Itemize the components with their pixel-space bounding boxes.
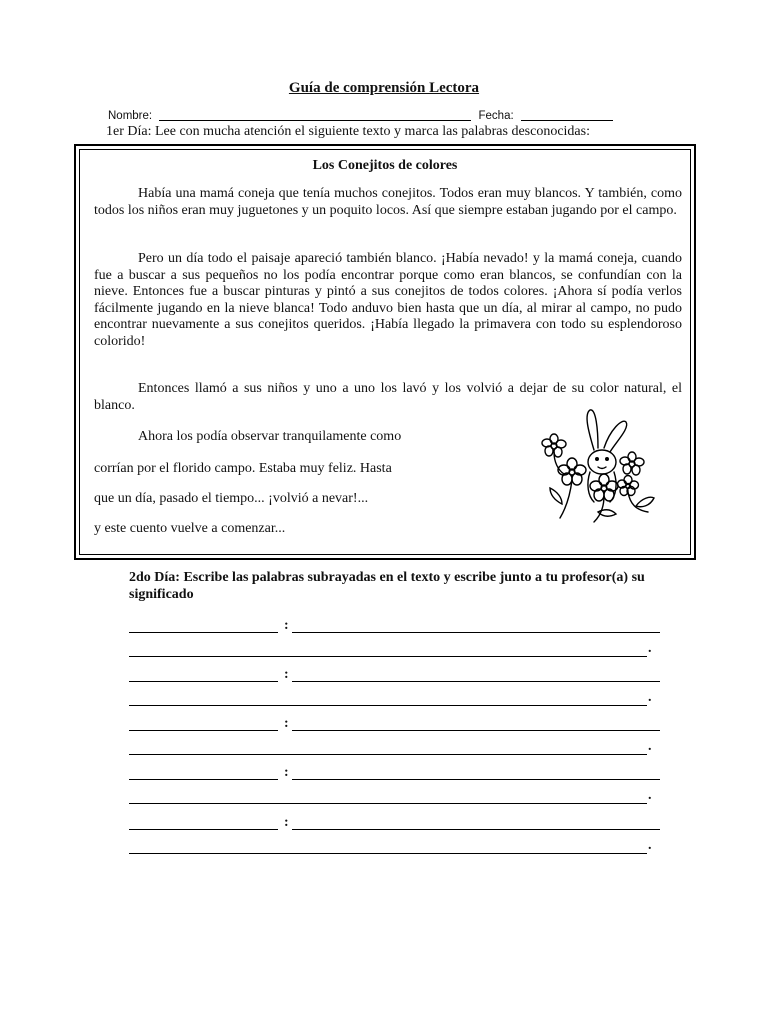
date-label: Fecha: [478, 110, 514, 122]
word-field-1[interactable] [129, 632, 278, 633]
word-field-2[interactable] [129, 681, 278, 682]
story-line-2: corrían por el florido campo. Estaba muy feliz. Hasta [94, 461, 392, 476]
meaning-field-1a[interactable] [292, 632, 660, 633]
story-line-3: que un día, pasado el tiempo... ¡volvió a nevar!... [94, 491, 369, 506]
name-date-line [108, 110, 613, 122]
story-line-4: y este cuento vuelve a comenzar... [94, 521, 286, 536]
story-frame [74, 144, 696, 560]
story-title: Los Conejitos de colores [312, 158, 458, 173]
period-1: . [648, 641, 652, 656]
period-2: . [648, 690, 652, 705]
colon-1: : [284, 618, 289, 633]
meaning-field-2b[interactable] [129, 705, 647, 706]
page-title: Guía de comprensión Lectora [288, 80, 480, 96]
word-field-3[interactable] [129, 730, 278, 731]
day2-label: 2do Día: [129, 570, 180, 585]
meaning-field-3a[interactable] [292, 730, 660, 731]
period-3: . [648, 739, 652, 754]
meaning-field-5a[interactable] [292, 829, 660, 830]
meaning-field-2a[interactable] [292, 681, 660, 682]
colon-3: : [284, 716, 289, 731]
period-5: . [648, 838, 652, 853]
word-field-5[interactable] [129, 829, 278, 830]
meaning-field-5b[interactable] [129, 853, 647, 854]
story-paragraph-1: Había una mamá coneja que tenía muchos conejitos. Todos eran muy blancos. Y también, como todos los niños eran muy juguetones y un poquito locos. Así que siempre estaban jugando por el campo. [94, 186, 682, 218]
word-field-4[interactable] [129, 779, 278, 780]
name-field[interactable] [159, 120, 471, 121]
bunny-flowers-illustration [532, 400, 662, 530]
colon-2: : [284, 667, 289, 682]
story-paragraph-2: Pero un día todo el paisaje apareció también blanco. ¡Había nevado! y la mamá coneja, cuando fue a buscar a sus pequeños no los podía encontrar porque como eran blancos, se confundían con la nieve. Entonces fue a buscar pinturas y pintó a sus conejitos de todos colores. ¡Ahora sí podía verlos fácilmente jugando en la nieve blanca! Todo anduvo bien hasta que un día, al mirar al campo, no pudo encontrar nuevamente a sus conejitos queridos. ¡Había llegado la primavera con todo su esplendoroso colorido! [94, 251, 682, 349]
day2-text: Escribe las palabras subrayadas en el texto y escribe junto a tu profesor(a) su significado [129, 570, 645, 602]
colon-4: : [284, 765, 289, 780]
story-inner-border [79, 149, 691, 555]
meaning-field-4b[interactable] [129, 803, 647, 804]
name-label: Nombre: [108, 110, 153, 122]
day2-instruction [129, 569, 649, 603]
story-line-1: Ahora los podía observar tranquilamente como [138, 429, 402, 444]
story-paragraph-3: Entonces llamó a sus niños y uno a uno los lavó y los volvió a dejar de su color natural, el blanco. [94, 381, 682, 413]
period-4: . [648, 788, 652, 803]
day1-instruction: 1er Día: Lee con mucha atención el siguiente texto y marca las palabras desconocidas: [106, 124, 590, 139]
meaning-field-4a[interactable] [292, 779, 660, 780]
meaning-field-3b[interactable] [129, 754, 647, 755]
date-field[interactable] [521, 120, 613, 121]
colon-5: : [284, 815, 289, 830]
meaning-field-1b[interactable] [129, 656, 647, 657]
